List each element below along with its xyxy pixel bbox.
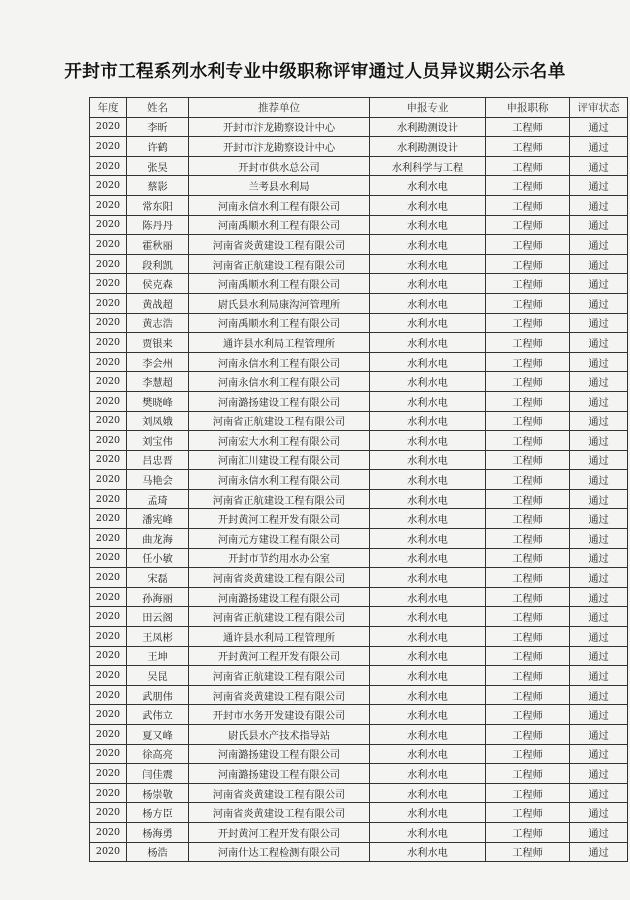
cell-major: 水利水电 — [370, 783, 486, 803]
cell-status: 通过 — [570, 391, 628, 411]
table-row — [90, 783, 628, 803]
header-name: 姓名 — [127, 98, 189, 118]
cell-major: 水利水电 — [370, 372, 486, 392]
table-row — [90, 215, 628, 235]
cell-major: 水利水电 — [370, 509, 486, 529]
cell-title: 工程师 — [486, 215, 570, 235]
cell-year: 2020 — [90, 176, 127, 196]
cell-year: 2020 — [90, 803, 127, 823]
cell-status: 通过 — [570, 450, 628, 470]
cell-year: 2020 — [90, 725, 127, 745]
table-row — [90, 117, 628, 137]
table-row — [90, 313, 628, 333]
cell-status: 通过 — [570, 509, 628, 529]
cell-year: 2020 — [90, 529, 127, 549]
cell-title: 工程师 — [486, 685, 570, 705]
table-row — [90, 195, 628, 215]
cell-status: 通过 — [570, 235, 628, 255]
cell-major: 水利水电 — [370, 822, 486, 842]
cell-major: 水利水电 — [370, 666, 486, 686]
cell-unit: 兰考县水利局 — [189, 176, 370, 196]
table-header-row — [90, 98, 628, 118]
cell-major: 水利水电 — [370, 548, 486, 568]
cell-unit: 河南省炎黄建设工程有限公司 — [189, 568, 370, 588]
cell-unit: 河南省正航建设工程有限公司 — [189, 489, 370, 509]
cell-major: 水利水电 — [370, 333, 486, 353]
cell-status: 通过 — [570, 587, 628, 607]
table-row — [90, 372, 628, 392]
cell-unit: 河南禹顺水利工程有限公司 — [189, 274, 370, 294]
cell-name: 杨浩 — [127, 842, 189, 862]
cell-unit: 河南汇川建设工程有限公司 — [189, 450, 370, 470]
cell-major: 水利水电 — [370, 254, 486, 274]
cell-name: 黄战超 — [127, 293, 189, 313]
cell-unit: 河南永信水利工程有限公司 — [189, 470, 370, 490]
cell-title: 工程师 — [486, 333, 570, 353]
cell-name: 许鹤 — [127, 137, 189, 157]
cell-name: 武伟立 — [127, 705, 189, 725]
cell-name: 孙海丽 — [127, 587, 189, 607]
cell-unit: 开封市供水总公司 — [189, 156, 370, 176]
cell-name: 杨海勇 — [127, 822, 189, 842]
table-row — [90, 274, 628, 294]
cell-year: 2020 — [90, 744, 127, 764]
cell-unit: 河南省正航建设工程有限公司 — [189, 254, 370, 274]
cell-name: 夏又峰 — [127, 725, 189, 745]
cell-title: 工程师 — [486, 764, 570, 784]
cell-unit: 开封市节约用水办公室 — [189, 548, 370, 568]
table-row — [90, 391, 628, 411]
cell-status: 通过 — [570, 489, 628, 509]
cell-unit: 河南永信水利工程有限公司 — [189, 195, 370, 215]
cell-name: 潘宪峰 — [127, 509, 189, 529]
cell-unit: 开封黄河工程开发有限公司 — [189, 646, 370, 666]
cell-name: 张昊 — [127, 156, 189, 176]
cell-unit: 河南潞扬建设工程有限公司 — [189, 764, 370, 784]
cell-year: 2020 — [90, 685, 127, 705]
table-row — [90, 137, 628, 157]
cell-name: 宋磊 — [127, 568, 189, 588]
cell-status: 通过 — [570, 529, 628, 549]
cell-status: 通过 — [570, 646, 628, 666]
cell-status: 通过 — [570, 568, 628, 588]
cell-year: 2020 — [90, 568, 127, 588]
cell-major: 水利水电 — [370, 705, 486, 725]
cell-status: 通过 — [570, 744, 628, 764]
cell-unit: 河南省炎黄建设工程有限公司 — [189, 803, 370, 823]
cell-major: 水利水电 — [370, 842, 486, 862]
cell-title: 工程师 — [486, 607, 570, 627]
cell-name: 贾银来 — [127, 333, 189, 353]
cell-name: 闫佳震 — [127, 764, 189, 784]
approval-table — [89, 97, 628, 862]
cell-unit: 河南省炎黄建设工程有限公司 — [189, 235, 370, 255]
cell-status: 通过 — [570, 274, 628, 294]
cell-name: 李慧超 — [127, 372, 189, 392]
cell-name: 李会州 — [127, 352, 189, 372]
cell-name: 田云阁 — [127, 607, 189, 627]
header-year: 年度 — [90, 98, 127, 118]
table-row — [90, 705, 628, 725]
cell-year: 2020 — [90, 646, 127, 666]
cell-title: 工程师 — [486, 195, 570, 215]
cell-major: 水利水电 — [370, 431, 486, 451]
header-status: 评审状态 — [570, 98, 628, 118]
table-row — [90, 744, 628, 764]
cell-major: 水利水电 — [370, 450, 486, 470]
cell-title: 工程师 — [486, 568, 570, 588]
cell-status: 通过 — [570, 764, 628, 784]
cell-name: 蔡影 — [127, 176, 189, 196]
table-row — [90, 548, 628, 568]
table-row — [90, 352, 628, 372]
cell-year: 2020 — [90, 391, 127, 411]
cell-unit: 河南永信水利工程有限公司 — [189, 372, 370, 392]
cell-major: 水利水电 — [370, 235, 486, 255]
table-row — [90, 587, 628, 607]
cell-name: 刘凤娥 — [127, 411, 189, 431]
cell-status: 通过 — [570, 293, 628, 313]
table-row — [90, 254, 628, 274]
cell-year: 2020 — [90, 117, 127, 137]
cell-title: 工程师 — [486, 803, 570, 823]
cell-year: 2020 — [90, 783, 127, 803]
cell-year: 2020 — [90, 489, 127, 509]
table-row — [90, 842, 628, 862]
cell-unit: 河南省正航建设工程有限公司 — [189, 666, 370, 686]
cell-major: 水利水电 — [370, 391, 486, 411]
cell-name: 段利凯 — [127, 254, 189, 274]
cell-unit: 河南宏大水利工程有限公司 — [189, 431, 370, 451]
cell-name: 黄志浩 — [127, 313, 189, 333]
cell-unit: 河南潞扬建设工程有限公司 — [189, 587, 370, 607]
cell-status: 通过 — [570, 803, 628, 823]
header-title: 申报职称 — [486, 98, 570, 118]
cell-unit: 开封市汴龙勘察设计中心 — [189, 117, 370, 137]
cell-year: 2020 — [90, 607, 127, 627]
cell-major: 水利水电 — [370, 176, 486, 196]
table-row — [90, 685, 628, 705]
cell-title: 工程师 — [486, 627, 570, 647]
cell-name: 霍秋丽 — [127, 235, 189, 255]
cell-title: 工程师 — [486, 450, 570, 470]
cell-unit: 开封黄河工程开发有限公司 — [189, 509, 370, 529]
table-row — [90, 666, 628, 686]
table-row — [90, 235, 628, 255]
cell-year: 2020 — [90, 274, 127, 294]
table-row — [90, 431, 628, 451]
cell-major: 水利水电 — [370, 470, 486, 490]
cell-status: 通过 — [570, 313, 628, 333]
cell-major: 水利水电 — [370, 313, 486, 333]
cell-year: 2020 — [90, 842, 127, 862]
cell-unit: 河南永信水利工程有限公司 — [189, 352, 370, 372]
cell-year: 2020 — [90, 137, 127, 157]
cell-major: 水利水电 — [370, 529, 486, 549]
cell-unit: 河南省炎黄建设工程有限公司 — [189, 783, 370, 803]
cell-year: 2020 — [90, 195, 127, 215]
cell-title: 工程师 — [486, 725, 570, 745]
cell-title: 工程师 — [486, 489, 570, 509]
cell-name: 杨方臣 — [127, 803, 189, 823]
cell-unit: 河南省正航建设工程有限公司 — [189, 411, 370, 431]
cell-name: 马艳会 — [127, 470, 189, 490]
cell-year: 2020 — [90, 764, 127, 784]
cell-status: 通过 — [570, 685, 628, 705]
cell-unit: 通许县水利局工程管理所 — [189, 333, 370, 353]
header-major: 申报专业 — [370, 98, 486, 118]
cell-title: 工程师 — [486, 293, 570, 313]
cell-year: 2020 — [90, 235, 127, 255]
cell-status: 通过 — [570, 156, 628, 176]
cell-major: 水利水电 — [370, 411, 486, 431]
cell-year: 2020 — [90, 509, 127, 529]
cell-major: 水利水电 — [370, 587, 486, 607]
cell-name: 王凤彬 — [127, 627, 189, 647]
cell-year: 2020 — [90, 587, 127, 607]
cell-status: 通过 — [570, 195, 628, 215]
cell-title: 工程师 — [486, 842, 570, 862]
cell-status: 通过 — [570, 822, 628, 842]
cell-unit: 通许县水利局工程管理所 — [189, 627, 370, 647]
cell-title: 工程师 — [486, 372, 570, 392]
table-row — [90, 764, 628, 784]
cell-name: 曲龙海 — [127, 529, 189, 549]
cell-major: 水利水电 — [370, 607, 486, 627]
cell-major: 水利科学与工程 — [370, 156, 486, 176]
table-row — [90, 293, 628, 313]
cell-title: 工程师 — [486, 235, 570, 255]
cell-status: 通过 — [570, 117, 628, 137]
cell-title: 工程师 — [486, 529, 570, 549]
cell-major: 水利勘测设计 — [370, 137, 486, 157]
cell-major: 水利水电 — [370, 274, 486, 294]
table-row — [90, 450, 628, 470]
cell-major: 水利水电 — [370, 744, 486, 764]
cell-major: 水利勘测设计 — [370, 117, 486, 137]
cell-status: 通过 — [570, 372, 628, 392]
cell-title: 工程师 — [486, 548, 570, 568]
cell-title: 工程师 — [486, 137, 570, 157]
cell-year: 2020 — [90, 431, 127, 451]
cell-title: 工程师 — [486, 391, 570, 411]
cell-name: 任小敏 — [127, 548, 189, 568]
cell-name: 武朋伟 — [127, 685, 189, 705]
cell-name: 吕忠晋 — [127, 450, 189, 470]
table-row — [90, 803, 628, 823]
table-row — [90, 509, 628, 529]
table-row — [90, 627, 628, 647]
cell-status: 通过 — [570, 176, 628, 196]
cell-title: 工程师 — [486, 274, 570, 294]
table-row — [90, 568, 628, 588]
cell-unit: 河南什达工程检测有限公司 — [189, 842, 370, 862]
cell-year: 2020 — [90, 293, 127, 313]
cell-year: 2020 — [90, 411, 127, 431]
cell-status: 通过 — [570, 470, 628, 490]
table-row — [90, 411, 628, 431]
cell-status: 通过 — [570, 137, 628, 157]
cell-year: 2020 — [90, 313, 127, 333]
cell-name: 徐高亮 — [127, 744, 189, 764]
cell-unit: 河南禹顺水利工程有限公司 — [189, 313, 370, 333]
cell-year: 2020 — [90, 215, 127, 235]
cell-major: 水利水电 — [370, 646, 486, 666]
cell-name: 孟琦 — [127, 489, 189, 509]
cell-unit: 开封黄河工程开发有限公司 — [189, 822, 370, 842]
table-row — [90, 176, 628, 196]
cell-title: 工程师 — [486, 666, 570, 686]
cell-status: 通过 — [570, 548, 628, 568]
cell-title: 工程师 — [486, 705, 570, 725]
cell-year: 2020 — [90, 822, 127, 842]
cell-title: 工程师 — [486, 431, 570, 451]
cell-title: 工程师 — [486, 783, 570, 803]
cell-major: 水利水电 — [370, 568, 486, 588]
table-row — [90, 489, 628, 509]
cell-name: 侯克森 — [127, 274, 189, 294]
cell-unit: 尉氏县水产技术指导站 — [189, 725, 370, 745]
header-unit: 推荐单位 — [189, 98, 370, 118]
cell-status: 通过 — [570, 215, 628, 235]
cell-unit: 河南禹顺水利工程有限公司 — [189, 215, 370, 235]
cell-title: 工程师 — [486, 254, 570, 274]
cell-status: 通过 — [570, 607, 628, 627]
page-title: 开封市工程系列水利专业中级职称评审通过人员异议期公示名单 — [64, 62, 566, 82]
table-row — [90, 607, 628, 627]
cell-status: 通过 — [570, 783, 628, 803]
cell-title: 工程师 — [486, 411, 570, 431]
cell-name: 杨崇敬 — [127, 783, 189, 803]
cell-status: 通过 — [570, 666, 628, 686]
cell-name: 樊晓峰 — [127, 391, 189, 411]
cell-status: 通过 — [570, 352, 628, 372]
cell-major: 水利水电 — [370, 489, 486, 509]
cell-title: 工程师 — [486, 587, 570, 607]
cell-unit: 开封市汴龙勘察设计中心 — [189, 137, 370, 157]
cell-title: 工程师 — [486, 352, 570, 372]
cell-year: 2020 — [90, 627, 127, 647]
cell-name: 吴昆 — [127, 666, 189, 686]
cell-name: 常东阳 — [127, 195, 189, 215]
cell-title: 工程师 — [486, 117, 570, 137]
table-row — [90, 646, 628, 666]
cell-title: 工程师 — [486, 470, 570, 490]
cell-unit: 河南潞扬建设工程有限公司 — [189, 391, 370, 411]
table-row — [90, 156, 628, 176]
cell-status: 通过 — [570, 333, 628, 353]
cell-year: 2020 — [90, 254, 127, 274]
cell-name: 陈丹丹 — [127, 215, 189, 235]
cell-status: 通过 — [570, 411, 628, 431]
cell-unit: 河南潞扬建设工程有限公司 — [189, 744, 370, 764]
cell-unit: 河南省炎黄建设工程有限公司 — [189, 685, 370, 705]
cell-unit: 河南省正航建设工程有限公司 — [189, 607, 370, 627]
cell-year: 2020 — [90, 372, 127, 392]
cell-name: 刘宝伟 — [127, 431, 189, 451]
cell-major: 水利水电 — [370, 352, 486, 372]
cell-major: 水利水电 — [370, 725, 486, 745]
cell-year: 2020 — [90, 705, 127, 725]
cell-unit: 河南元方建设工程有限公司 — [189, 529, 370, 549]
cell-year: 2020 — [90, 352, 127, 372]
cell-unit: 尉氏县水利局康沟河管理所 — [189, 293, 370, 313]
cell-year: 2020 — [90, 548, 127, 568]
cell-year: 2020 — [90, 156, 127, 176]
cell-year: 2020 — [90, 666, 127, 686]
table-row — [90, 822, 628, 842]
table-row — [90, 529, 628, 549]
cell-year: 2020 — [90, 470, 127, 490]
table-row — [90, 470, 628, 490]
cell-major: 水利水电 — [370, 685, 486, 705]
cell-status: 通过 — [570, 705, 628, 725]
cell-major: 水利水电 — [370, 215, 486, 235]
cell-name: 王坤 — [127, 646, 189, 666]
cell-status: 通过 — [570, 431, 628, 451]
cell-unit: 开封市水务开发建设有限公司 — [189, 705, 370, 725]
cell-major: 水利水电 — [370, 293, 486, 313]
cell-title: 工程师 — [486, 509, 570, 529]
cell-title: 工程师 — [486, 822, 570, 842]
cell-name: 李昕 — [127, 117, 189, 137]
cell-status: 通过 — [570, 254, 628, 274]
cell-title: 工程师 — [486, 646, 570, 666]
table-row — [90, 333, 628, 353]
cell-status: 通过 — [570, 842, 628, 862]
cell-year: 2020 — [90, 333, 127, 353]
table-row — [90, 725, 628, 745]
cell-title: 工程师 — [486, 313, 570, 333]
cell-title: 工程师 — [486, 744, 570, 764]
cell-major: 水利水电 — [370, 195, 486, 215]
cell-status: 通过 — [570, 627, 628, 647]
cell-major: 水利水电 — [370, 764, 486, 784]
cell-title: 工程师 — [486, 156, 570, 176]
cell-year: 2020 — [90, 450, 127, 470]
cell-title: 工程师 — [486, 176, 570, 196]
cell-major: 水利水电 — [370, 627, 486, 647]
cell-status: 通过 — [570, 725, 628, 745]
cell-major: 水利水电 — [370, 803, 486, 823]
